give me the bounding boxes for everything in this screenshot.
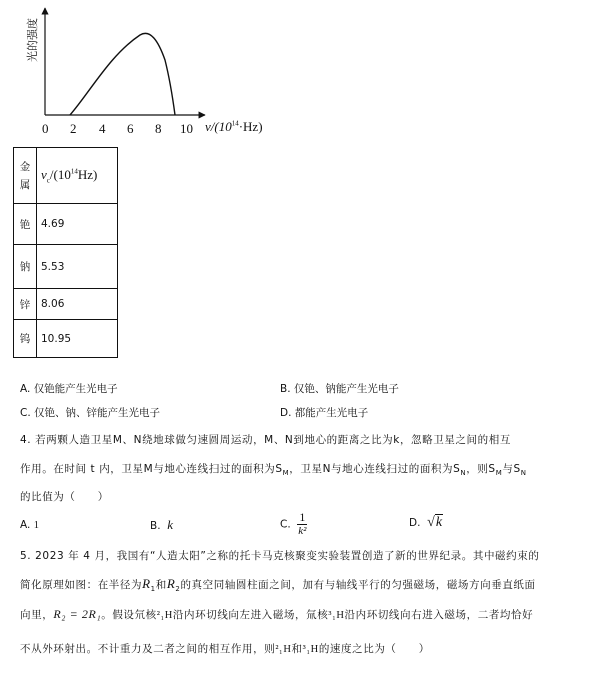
q4-line-1: 4. 若两颗人造卫星M、N绕地球做匀速圆周运动，M、N到地心的距离之比为k，忽略卫星之间的相互 [20,434,511,446]
q3-option-a[interactable]: A. 仅铯能产生光电子 [20,383,118,395]
frequency-header: $\nu_c/(10^{14}Hz)$ [37,148,118,204]
table-row [14,289,118,320]
q4-option-c[interactable]: C. $\frac{1}{\text{k²}}$ [280,510,307,537]
q5-line-3: 向里，R₂ = 2R₁。假设氘核²₁H沿内环切线向左进入磁场，氚核³₁H沿内环切线向右进入磁场，二者均恰好 [20,607,534,621]
metal-frequency-table [13,147,118,358]
value-cell: 5.53 [37,245,118,289]
q5-line-4: 不从外环射出。不计重力及二者之间的相互作用，则²₁H和³₁H的速度之比为（ ） [20,643,430,655]
q4-option-d[interactable]: D. √k [409,515,443,530]
intensity-curve [70,33,175,115]
value-cell: 10.95 [37,320,118,358]
metal-cell: 钠 [14,245,37,289]
y-axis-title: 光的强度 [26,18,39,62]
q5-line-2: 简化原理如图：在半径为$R_1$和$R_2$的真空同轴圆柱面之间，加有与轴线平行的匀强磁场，磁场方向垂直纸面 [20,576,536,594]
table-row [14,204,118,245]
metal-header: 金属 [14,148,37,204]
x-tick-4: 4 [99,121,106,136]
q3-option-c[interactable]: C. 仅铯、钠、锌能产生光电子 [20,407,161,419]
q3-option-d[interactable]: D. 都能产生光电子 [280,407,369,419]
metal-cell: 锌 [14,289,37,320]
value-cell: 4.69 [37,204,118,245]
table-row [14,320,118,358]
value-cell: 8.06 [37,289,118,320]
q4-option-a[interactable]: A. 1 [20,519,39,531]
table-header-row [14,148,118,204]
metal-cell: 钨 [14,320,37,358]
q5-line-1: 5. 2023 年 4 月，我国有“人造太阳”之称的托卡马克核聚变实验装置创造了新的世界纪录。其中磁约束的 [20,550,540,562]
q4-line-3: 的比值为（ ） [20,491,109,503]
table-row [14,245,118,289]
x-tick-6: 6 [127,121,134,136]
metal-cell: 铯 [14,204,37,245]
q4-line-2: 作用。在时间 t 内，卫星M与地心连线扫过的面积为$S_M$，卫星N与地心连线扫过的面积为$S_N$，则$S_M$与$S_N$ [20,463,527,478]
x-tick-2: 2 [70,121,77,136]
fraction-one-over-k-squared: $\frac{1}{\text{k²}}$ [298,510,307,537]
x-tick-8: 8 [155,121,162,136]
q3-option-b[interactable]: B. 仅铯、钠能产生光电子 [280,383,399,395]
sqrt-k: √k [427,515,443,530]
x-tick-10: 10 [180,121,193,136]
x-tick-0: 0 [42,121,49,136]
q4-option-b[interactable]: B. k [150,517,174,532]
x-axis-unit: $\nu/(10^{14}\cdot Hz)$ [205,119,263,134]
